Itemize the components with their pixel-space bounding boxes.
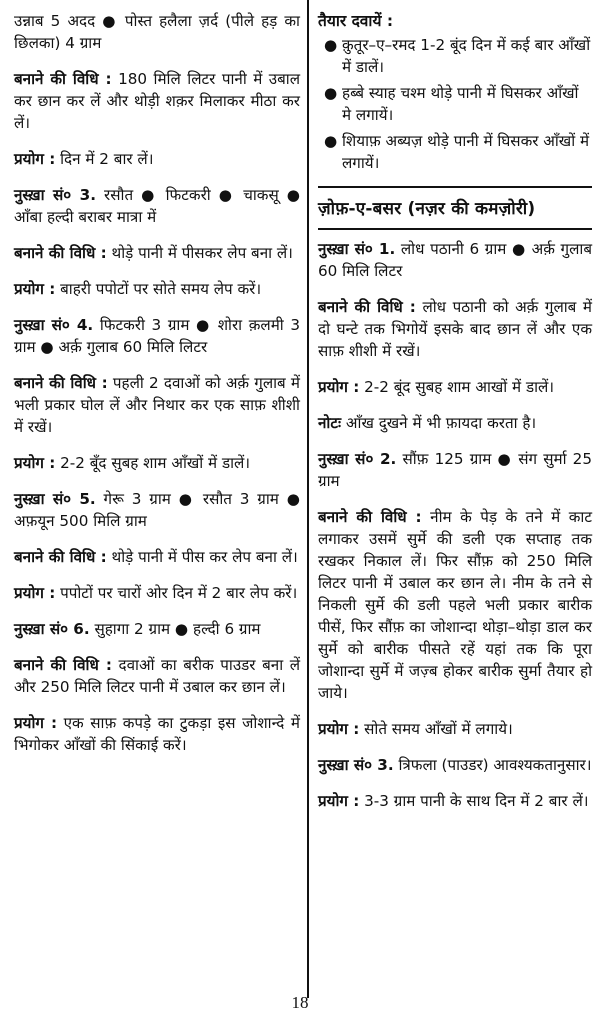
paragraph: बनाने की विधि : नीम के पेड़ के तने में काट लगाकर उसमें सुर्मे की डली एक सप्ताह तक रखकर निकाल लें। फिर सौंफ़ को 250 मिलि लिटर पानी में उबाल कर छान ले। नीम के तने से निकली सुर्मे की डली पहले भली प्रकार बारीक पीसें, फिर सौंफ़ का जोशान्दा थोड़ा–थोड़ा डाल कर सुर्मे को बारीक पीसते रहें यहां तक कि पूरा जोशान्दा सुर्मे में जज़्ब होकर बारीक सुर्मा तैयार हो जाये। <box>318 508 593 702</box>
paragraph: बनाने की विधि : दवाओं का बरीक पाउडर बना लें और 250 मिलि लिटर पानी में उबाल कर छान लें। <box>14 656 301 696</box>
ready-heading: तैयार दवायें : <box>318 12 394 30</box>
paragraph: नुस्ख़ा सं० 3. रसौत ● फिटकरी ● चाकसू ● आँबा हल्दी बराबर मात्रा में <box>14 186 300 226</box>
paragraph: उन्नाब 5 अदद ● पोस्त हलैला ज़र्द (पीले हड़ का छिलका) 4 ग्राम <box>14 12 300 52</box>
paragraph: प्रयोग : एक साफ़ कपड़े का टुकड़ा इस जोशान्दे में भिगोकर आँखों की सिंकाई करें। <box>14 714 301 754</box>
paragraph: बनाने की विधि : थोड़े पानी में पीसकर लेप बना लें। <box>14 244 293 262</box>
list-item: ● शियाफ़ अब्यज़ थोड़े पानी में घिसकर आँखों में लगायें। <box>324 132 590 172</box>
paragraph: नुस्ख़ा सं० 1. लोध पठानी 6 ग्राम ● अर्क़ गुलाब 60 मिलि लिटर <box>318 240 592 280</box>
ready-list <box>318 34 592 174</box>
section-title: ज़ोफ़-ए-बसर (नज़र की कमज़ोरी) <box>318 186 592 230</box>
paragraph: प्रयोग : बाहरी पपोटों पर सोते समय लेप करें। <box>14 280 262 298</box>
bullet-icon: ● <box>324 36 338 54</box>
paragraph: प्रयोग : पपोटों पर चारों ओर दिन में 2 बार लेप करें। <box>14 584 298 602</box>
paragraph: नुस्ख़ा सं० 6. सुहागा 2 ग्राम ● हल्दी 6 ग्राम <box>14 620 261 638</box>
column-divider <box>307 0 309 998</box>
paragraph: प्रयोग : 2-2 बूँद सुबह शाम आँखों में डालें। <box>14 454 251 472</box>
paragraph: बनाने की विधि : 180 मिलि लिटर पानी में उबाल कर छान कर लें और थोड़ी शक़र मिलाकर मीठा कर लें। <box>14 70 301 132</box>
ready-medicines <box>318 10 592 174</box>
page-number: 18 <box>291 993 309 1012</box>
list-item: ● क़ुतूर–ए–रमद 1-2 बूंद दिन में कई बार आँखों में डालें। <box>324 36 591 76</box>
paragraph: नुस्ख़ा सं० 3. त्रिफला (पाउडर) आवश्यकतानुसार। <box>318 756 592 774</box>
paragraph: बनाने की विधि : लोध पठानी को अर्क़ गुलाब में दो घन्टे तक भिगोयें इसके बाद छान लें और एक साफ़ शीशी में रखें। <box>318 298 593 360</box>
paragraph: बनाने की विधि : थोड़े पानी में पीस कर लेप बना लें। <box>14 548 298 566</box>
bullet-icon: ● <box>324 132 338 150</box>
bullet-icon: ● <box>324 84 338 102</box>
left-column <box>14 10 300 770</box>
paragraph: नोटः आँख दुखने में भी फ़ायदा करता है। <box>318 414 537 432</box>
paragraph: प्रयोग : 3-3 ग्राम पानी के साथ दिन में 2 बार लें। <box>318 792 589 810</box>
right-column <box>318 10 592 826</box>
paragraph: प्रयोग : सोते समय आँखों में लगाये। <box>318 720 513 738</box>
paragraph: प्रयोग : दिन में 2 बार लें। <box>14 150 154 168</box>
paragraph: प्रयोग : 2-2 बूंद सुबह शाम आखों में डालें। <box>318 378 555 396</box>
list-item: ● हब्बे स्याह चश्म थोड़े पानी में घिसकर आँखों मे लगायें। <box>324 84 579 124</box>
paragraph: नुस्ख़ा सं० 2. सौंफ़ 125 ग्राम ● संग सुर्मा 25 ग्राम <box>318 450 593 490</box>
paragraph: नुस्ख़ा सं० 5. गेरू 3 ग्राम ● रसौत 3 ग्राम ● अफ़यून 500 मिलि ग्राम <box>14 490 300 530</box>
paragraph: बनाने की विधि : पहली 2 दवाओं को अर्क़ गुलाब में भली प्रकार घोल लें और निथार कर एक साफ़ शीशी में रखें। <box>14 374 300 436</box>
paragraph: नुस्ख़ा सं० 4. फिटकरी 3 ग्राम ● शोरा क़लमी 3 ग्राम ● अर्क़ गुलाब 60 मिलि लिटर <box>14 316 300 356</box>
